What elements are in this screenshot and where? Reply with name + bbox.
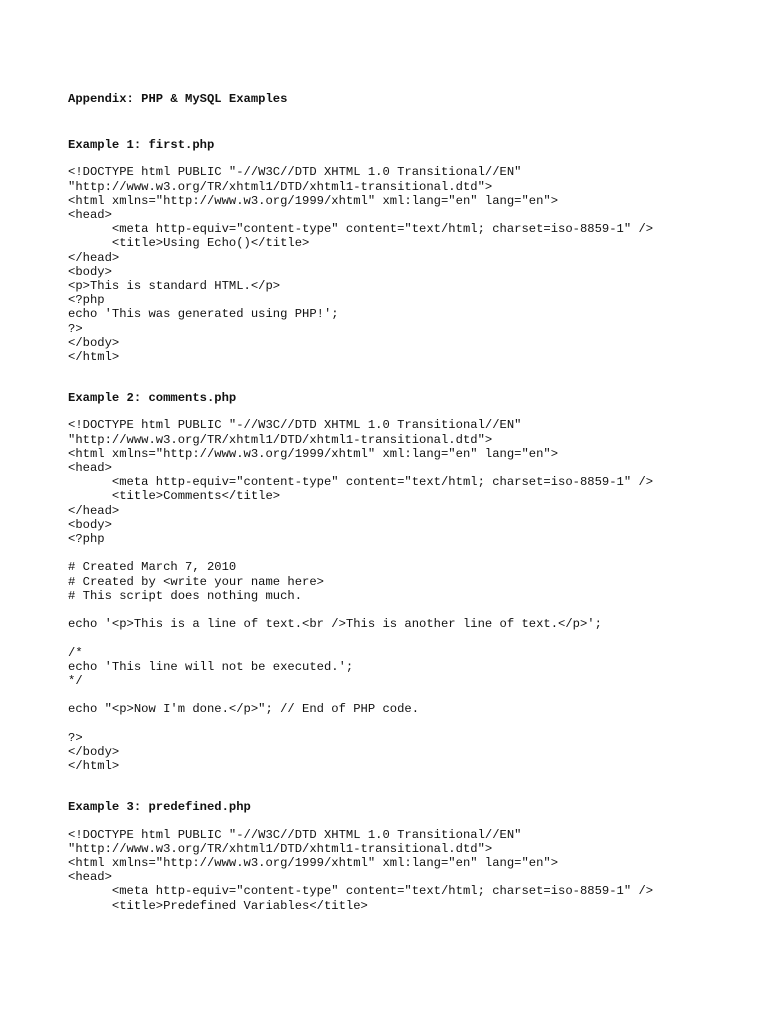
code-line: <meta http-equiv="content-type" content="text/html; charset=iso-8859-1" /> [68,884,654,899]
code-line: <head> [68,870,112,885]
code-line: <title>Using Echo()</title> [68,236,310,251]
code-line: </head> [68,250,120,265]
code-line: <meta http-equiv="content-type" content="text/html; charset=iso-8859-1" /> [68,222,654,237]
code-line: <body> [68,517,112,532]
code-line: # This script does nothing much. [68,588,303,603]
code-line: # Created by <write your name here> [68,574,324,589]
code-line: <head> [68,461,112,476]
code-line: <!DOCTYPE html PUBLIC "-//W3C//DTD XHTML 1.0 Transitional//EN" [68,827,522,842]
code-block [68,418,758,773]
code-line: <body> [68,264,112,279]
code-line: <html xmlns="http://www.w3.org/1999/xhtml" xml:lang="en" lang="en"> [68,446,559,461]
example-section-3 [68,800,758,912]
example-heading: Example 3: predefined.php [68,800,251,815]
code-line: "http://www.w3.org/TR/xhtml1/DTD/xhtml1-transitional.dtd"> [68,841,493,856]
code-line: </html> [68,350,120,365]
document-title: Appendix: PHP & MySQL Examples [68,92,288,106]
code-line: echo '<p>This is a line of text.<br />This is another line of text.</p>'; [68,617,602,632]
code-line: /* [68,645,83,660]
code-line [68,717,758,731]
code-line: "http://www.w3.org/TR/xhtml1/DTD/xhtml1-transitional.dtd"> [68,179,493,194]
code-line: </body> [68,335,120,350]
code-line [68,688,758,702]
code-line: </html> [68,759,120,774]
code-line: <?php [68,293,105,308]
code-line: echo 'This line will not be executed.'; [68,659,354,674]
example-section-2 [68,391,758,773]
code-line: <p>This is standard HTML.</p> [68,279,281,294]
code-line: echo 'This was generated using PHP!'; [68,307,339,322]
code-line [68,603,758,617]
code-line: <!DOCTYPE html PUBLIC "-//W3C//DTD XHTML 1.0 Transitional//EN" [68,165,522,180]
code-block [68,165,758,364]
code-line: <title>Comments</title> [68,489,281,504]
code-block [68,828,758,913]
document-page [68,92,758,940]
code-line: <!DOCTYPE html PUBLIC "-//W3C//DTD XHTML 1.0 Transitional//EN" [68,418,522,433]
code-line: <meta http-equiv="content-type" content="text/html; charset=iso-8859-1" /> [68,475,654,490]
example-heading: Example 1: first.php [68,138,215,153]
code-line: <head> [68,208,112,223]
code-line: # Created March 7, 2010 [68,560,237,575]
code-line: <title>Predefined Variables</title> [68,898,368,913]
code-line [68,546,758,560]
code-line: */ [68,674,83,689]
code-line [68,631,758,645]
code-line: <?php [68,532,105,547]
code-line: "http://www.w3.org/TR/xhtml1/DTD/xhtml1-transitional.dtd"> [68,432,493,447]
code-line: </body> [68,745,120,760]
code-line: <html xmlns="http://www.w3.org/1999/xhtml" xml:lang="en" lang="en"> [68,193,559,208]
example-section-1 [68,138,758,364]
code-line: <html xmlns="http://www.w3.org/1999/xhtml" xml:lang="en" lang="en"> [68,856,559,871]
code-line: echo "<p>Now I'm done.</p>"; // End of PHP code. [68,702,420,717]
code-line: ?> [68,730,83,745]
code-line: </head> [68,503,120,518]
code-line: ?> [68,321,83,336]
example-heading: Example 2: comments.php [68,391,237,406]
